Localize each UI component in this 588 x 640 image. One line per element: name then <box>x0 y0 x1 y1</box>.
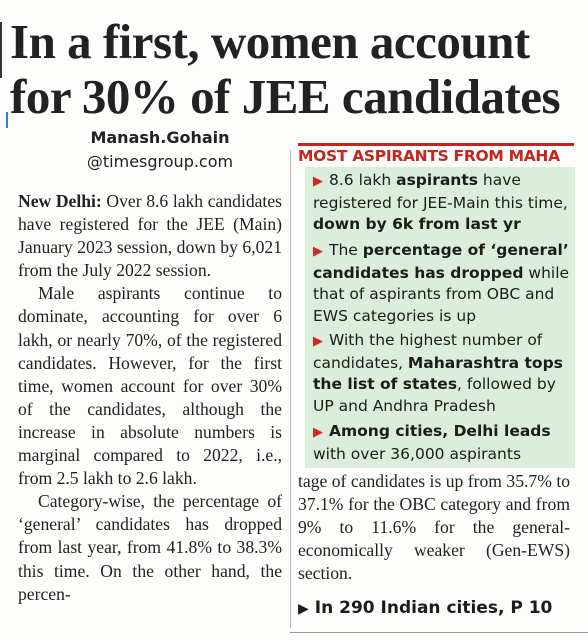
item-bold: down by 6k from last yr <box>313 215 521 233</box>
column-divider <box>290 150 291 628</box>
byline <box>60 126 260 174</box>
paragraph-text: Over 8.6 lakh candidates have registered for the JEE (Main) January 2023 session, down by 6,021 from the July 2022 session. <box>18 191 282 281</box>
page-reference-text: In 290 Indian cities, P 10 <box>314 598 553 618</box>
byline-handle: @timesgroup.com <box>86 152 234 171</box>
item-text: With the highest number of candidates, <box>313 331 543 372</box>
item-text: 8.6 lakh <box>329 171 397 189</box>
byline-name: Manash.Gohain <box>90 128 230 147</box>
item-text: have registered for JEE-Main this time, <box>313 171 568 212</box>
footer-rule <box>290 632 588 633</box>
edge-mark <box>6 112 8 128</box>
paragraph: tage of candidates is up from 35.7% to 37.1% for the OBC category and from 9% to 11.6% for the general-economically weaker (Gen-EWS) section. <box>298 471 570 584</box>
item-text: , followed by UP and Andhra Pradesh <box>313 375 556 415</box>
sidebar-item <box>305 327 575 420</box>
red-triangle-arrow-icon: ▶ <box>313 425 323 440</box>
item-bold: percentage of ‘general’ candidates has dropped <box>313 241 569 282</box>
headline-line-2: for 30% of JEE candidates <box>10 69 561 124</box>
edge-mark <box>0 22 2 78</box>
sidebar-item <box>305 167 575 239</box>
paragraph: Category-wise, the percentage of ‘general’ candidates has dropped from last year, from 41.8% to 38.3% this time. On the other hand, the percen- <box>18 491 282 604</box>
article-column-1 <box>18 190 282 606</box>
article-column-2 <box>298 470 570 585</box>
red-triangle-arrow-icon: ▶ <box>313 174 323 189</box>
item-bold: Maharashtra tops the list of states <box>313 353 563 393</box>
paragraph <box>18 190 282 282</box>
headline-line-1: In a first, women account <box>10 14 530 69</box>
headline <box>10 14 585 124</box>
page-reference[interactable] <box>298 598 552 618</box>
dateline: New Delhi: <box>18 191 102 211</box>
black-triangle-icon: ▶ <box>298 601 309 617</box>
sidebar-title: MOST ASPIRANTS FROM MAHA <box>298 143 574 165</box>
item-bold: aspirants <box>396 171 478 189</box>
red-triangle-arrow-icon: ▶ <box>313 334 323 349</box>
red-triangle-arrow-icon: ▶ <box>313 244 323 259</box>
sidebar-item <box>305 237 575 330</box>
item-bold: Among cities, Delhi leads <box>329 422 551 440</box>
item-text: while that of aspirants from OBC and EWS categories is up <box>313 263 570 325</box>
item-text: The <box>329 241 363 259</box>
sidebar-item <box>305 418 575 468</box>
paragraph: Male aspirants continue to dominate, accounting for over 6 lakh, or nearly 70%, of the registered candidates. However, for the first time, women account for over 30% of the candidates, although the increase in absolute numbers is marginal compared to 2022, i.e., from 2.5 lakh to 2.6 lakh. <box>18 283 282 489</box>
item-text: with over 36,000 aspirants <box>313 444 522 463</box>
